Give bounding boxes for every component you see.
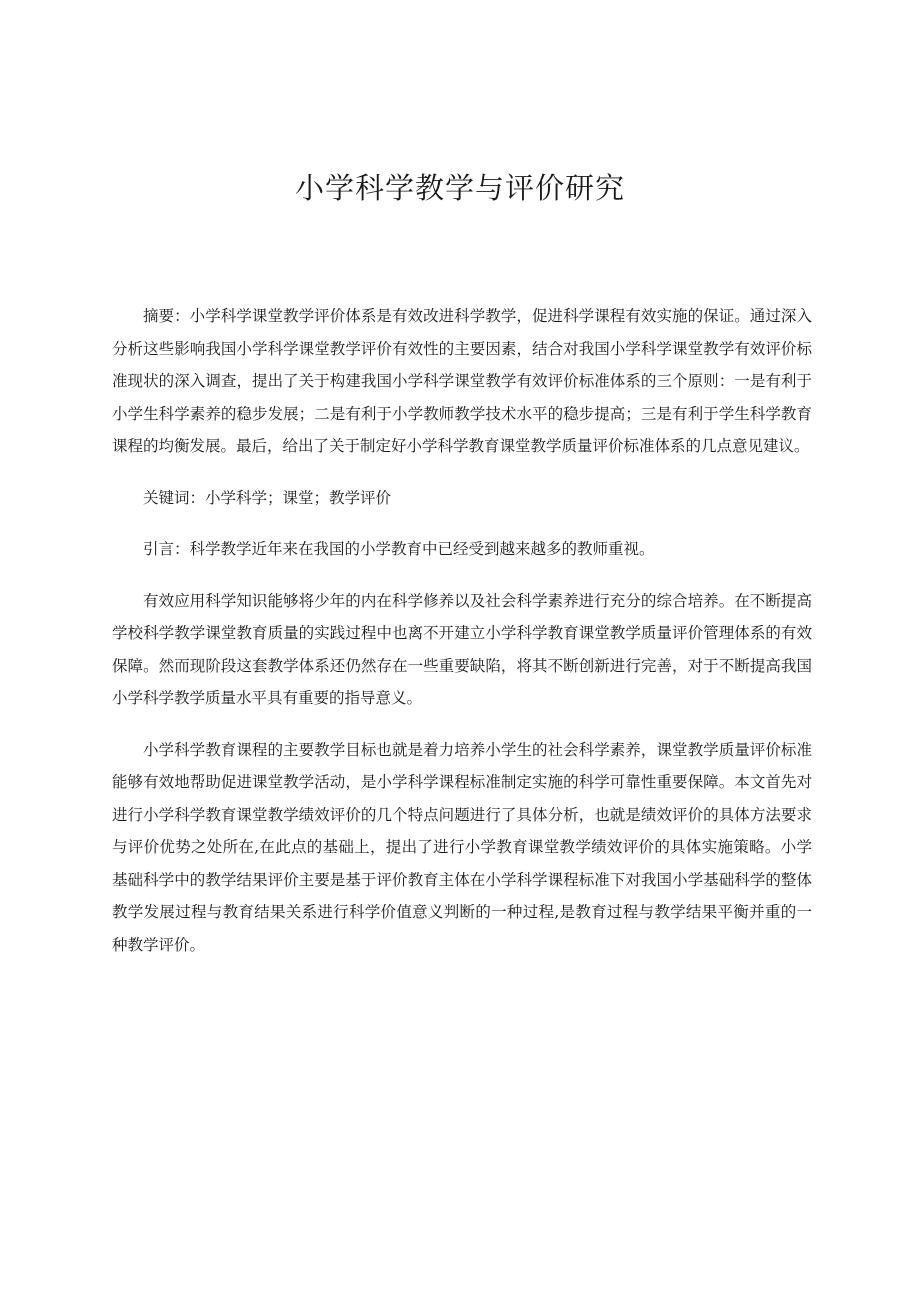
document-title: 小学科学教学与评价研究 [294, 171, 625, 205]
body-paragraph-2: 小学科学教育课程的主要教学目标也就是着力培养小学生的社会科学素养，课堂教学质量评价标准能够有效地帮助促进课堂教学活动，是小学科学课程标准制定实施的科学可靠性重要保障。本文首先对进行小学科学教育课堂教学绩效评价的几个特点问题进行了具体分析，也就是绩效评价的具体方法要求与评价优势之处所在,在此点的基础上，提出了进行小学教育课堂教学绩效评价的具体实施策略。小学基础科学中的教学结果评价主要是基于评价教育主体在小学科学课程标准下对我国小学基础科学的整体教学发展过程与教育结果关系进行科学价值意义判断的一种过程,是教育过程与教学结果平衡并重的一种教学评价。 [112, 740, 812, 954]
intro-paragraph: 引言：科学教学近年来在我国的小学教育中已经受到越来越多的教师重视。 [143, 540, 655, 558]
body-paragraph-1: 有效应用科学知识能够将少年的内在科学修养以及社会科学素养进行充分的综合培养。在不断提高学校科学教学课堂教育质量的实践过程中也离不开建立小学科学教育课堂教学质量评价管理体系的有效保障。然而现阶段这套教学体系还仍然存在一些重要缺陷，将其不断创新进行完善，对于不断提高我国小学科学教学质量水平具有重要的指导意义。 [112, 591, 812, 707]
keywords-paragraph: 关键词：小学科学；课堂；教学评价 [143, 488, 392, 507]
abstract-paragraph: 摘要：小学科学课堂教学评价体系是有效改进科学教学，促进科学课程有效实施的保证。通过深入分析这些影响我国小学科学课堂教学评价有效性的主要因素，结合对我国小学科学课堂教学有效评价标准现状的深入调查，提出了关于构建我国小学科学课堂教学有效评价标准体系的三个原则：一是有利于小学生科学素养的稳步发展；二是有利于小学教师教学技术水平的稳步提高；三是有利于学生科学教育课程的均衡发展。最后，给出了关于制定好小学科学教育课堂教学质量评价标准体系的几点意见建议。 [112, 307, 812, 455]
document-body [112, 300, 812, 961]
